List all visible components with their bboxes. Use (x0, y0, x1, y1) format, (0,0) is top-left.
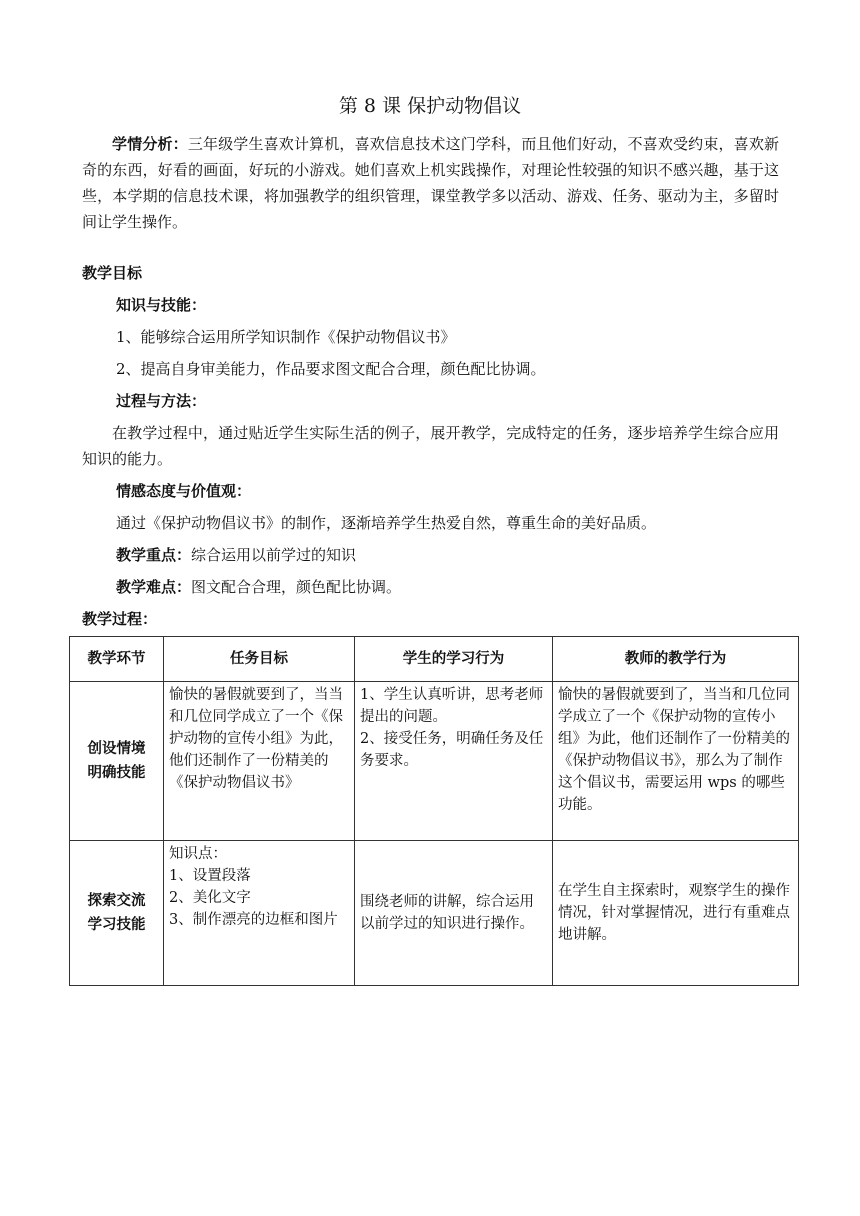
lesson-title: 第 8 课 保护动物倡议 (338, 95, 522, 117)
process-method-text: 在教学过程中，通过贴近学生实际生活的例子，展开教学，完成特定的任务，逐步培养学生综合应用知识的能力。 (82, 424, 779, 468)
analysis-label: 学情分析： (112, 135, 188, 153)
key-point (82, 542, 779, 568)
stage-cell: 探索交流 学习技能 (70, 841, 164, 986)
task-cell: 愉快的暑假就要到了，当当和几位同学成立了一个《保护动物的宣传小组》为此，他们还制作了一份精美的《保护动物倡议书》 (164, 682, 355, 841)
emotion-text: 通过《保护动物倡议书》的制作，逐渐培养学生热爱自然，尊重生命的美好品质。 (116, 514, 657, 532)
difficulty (82, 574, 779, 600)
process-method-heading: 过程与方法： (116, 392, 207, 410)
table-header-cell: 任务目标 (164, 637, 355, 682)
knowledge-item: 1、能够综合运用所学知识制作《保护动物倡议书》 (116, 328, 456, 346)
student-cell: 围绕老师的讲解，综合运用以前学过的知识进行操作。 (355, 841, 553, 986)
key-point-label: 教学重点： (116, 546, 192, 564)
table-row (70, 841, 799, 986)
table-header-cell: 教师的教学行为 (553, 637, 799, 682)
table-header-cell: 学生的学习行为 (355, 637, 553, 682)
difficulty-label: 教学难点： (116, 578, 192, 596)
student-cell: 1、学生认真听讲，思考老师提出的问题。 2、接受任务，明确任务及任务要求。 (355, 682, 553, 841)
difficulty-text: 图文配合合理，颜色配比协调。 (191, 578, 402, 596)
emotion-heading: 情感态度与价值观： (116, 482, 252, 500)
goals-section (82, 260, 779, 632)
analysis-text: 三年级学生喜欢计算机，喜欢信息技术这门学科，而且他们好动，不喜欢受约束，喜欢新奇的东西，好看的画面，好玩的小游戏。她们喜欢上机实践操作，对理论性较强的知识不感兴趣，基于这些，本学期的信息技术课，将加强教学的组织管理，课堂教学多以活动、游戏、任务、驱动为主，多留时间让学生操作。 (82, 135, 779, 231)
goals-heading: 教学目标 (82, 264, 143, 282)
analysis-paragraph (82, 131, 779, 235)
table-header-row (70, 637, 799, 682)
process-heading: 教学过程： (82, 610, 158, 628)
teaching-process-table (69, 636, 799, 986)
key-point-text: 综合运用以前学过的知识 (191, 546, 357, 564)
teacher-cell: 在学生自主探索时，观察学生的操作情况，针对掌握情况，进行有重难点地讲解。 (553, 841, 799, 986)
table-row (70, 682, 799, 841)
teacher-cell: 愉快的暑假就要到了，当当和几位同学成立了一个《保护动物的宣传小组》为此，他们还制作了一份精美的《保护动物倡议书》，那么为了制作这个倡议书，需要运用 wps 的哪些功能。 (553, 682, 799, 841)
task-cell: 知识点： 1、设置段落 2、美化文字 3、制作漂亮的边框和图片 (164, 841, 355, 986)
stage-cell: 创设情境 明确技能 (70, 682, 164, 841)
table-header-cell: 教学环节 (70, 637, 164, 682)
knowledge-heading: 知识与技能： (116, 296, 207, 314)
knowledge-item: 2、提高自身审美能力，作品要求图文配合合理，颜色配比协调。 (116, 360, 546, 378)
